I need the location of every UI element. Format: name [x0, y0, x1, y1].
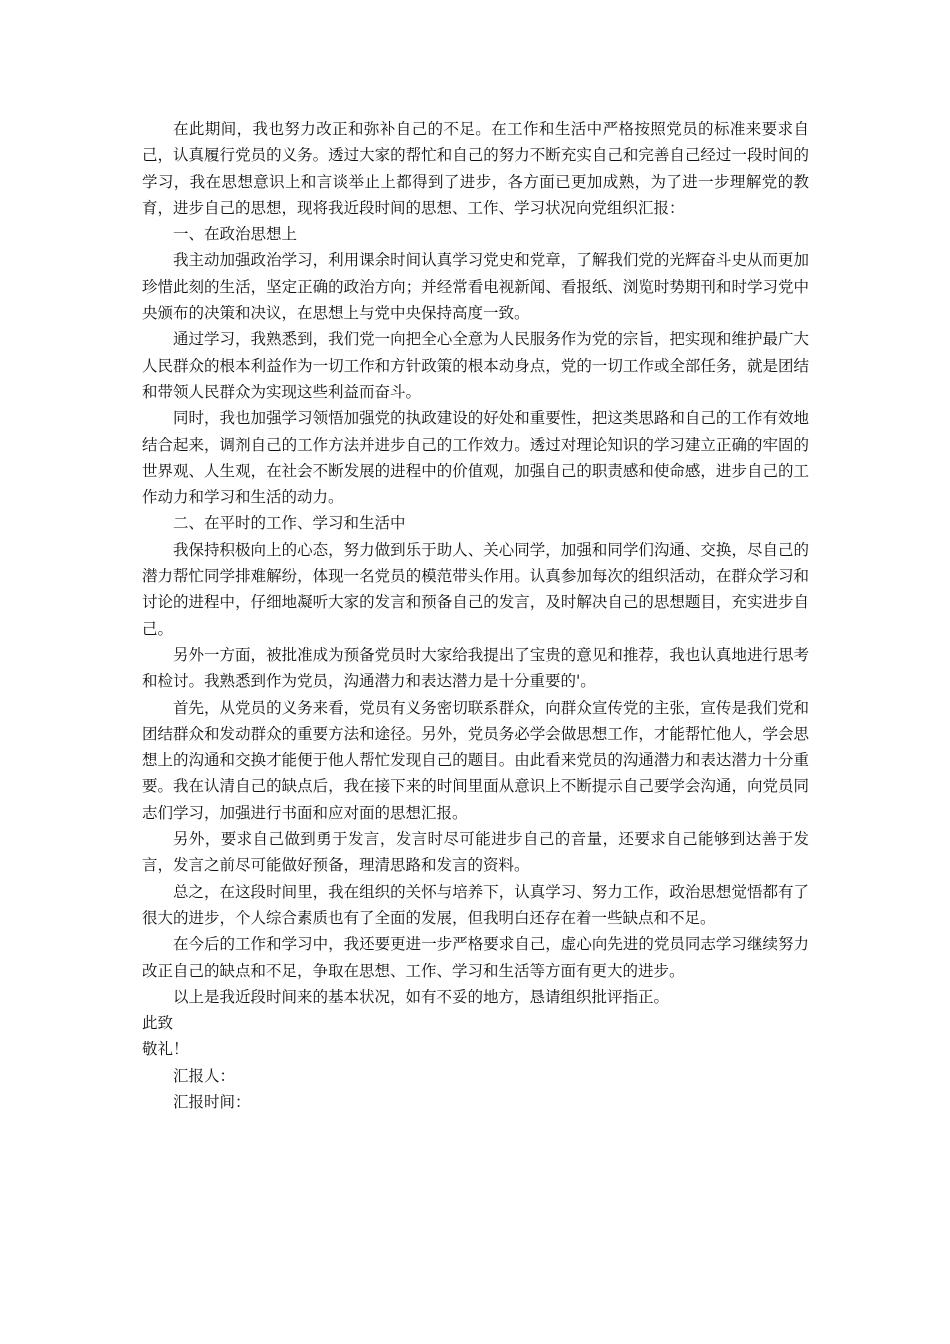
section-heading-daily: 二、在平时的工作、学习和生活中: [173, 514, 406, 533]
paragraph-summary: 总之，在这段时间里，我在组织的关怀与培养下，认真学习、努力工作，政治思想觉悟都有了很大的进步，个人综合素质也有了全面的发展，但我明白还存在着一些缺点和不足。: [142, 882, 809, 927]
paragraph-duty: 首先，从党员的义务来看，党员有义务密切联系群众，向群众宣传党的主张，宣传是我们党和团结群众和发动群众的重要方法和途径。另外，党员务必学会做思想工作，才能帮忙他人，学会思想上的沟通和交换才能便于他人帮忙发现自己的题目。由此看来党员的沟通潜力和表达潜力十分重要。我在认清自己的缺点后，我在接下来的时间里面从意识上不断提示自己要学会沟通，向党员同志们学习，加强进行书面和应对面的思想汇报。: [142, 698, 809, 822]
document-body: [142, 116, 809, 1115]
closing-jingli: 敬礼！: [142, 1040, 189, 1059]
paragraph-future: 在今后的工作和学习中，我还要更进一步严格要求自己，虚心向先进的党员同志学习继续努力改正自己的缺点和不足，争取在思想、工作、学习和生活等方面有更大的进步。: [142, 935, 809, 980]
signature-report-time: 汇报时间：: [173, 1092, 251, 1111]
closing-cizhi: 此致: [142, 1014, 174, 1033]
paragraph-attitude: 我保持积极向上的心态，努力做到乐于助人、关心同学，加强和同学们沟通、交换，尽自己的潜力帮忙同学排难解纷，体现一名党员的模范带头作用。认真参加每次的组织活动，在群众学习和讨论的进程中，仔细地凝听大家的发言和预备自己的发言，及时解决自己的思想题目，充实进步自己。: [142, 540, 809, 638]
paragraph-party-purpose: 通过学习，我熟悉到，我们党一向把全心全意为人民服务作为党的宗旨，把实现和维护最广大人民群众的根本利益作为一切工作和方针政策的根本动身点，党的一切工作或全部任务，就是团结和带领人民群众为实现这些利益而奋斗。: [142, 330, 809, 401]
paragraph-feedback: 另外一方面，被批准成为预备党员时大家给我提出了宝贵的意见和推荐，我也认真地进行思考和检讨。我熟悉到作为党员，沟通潜力和表达潜力是十分重要的'。: [142, 645, 809, 691]
paragraph-speaking: 另外，要求自己做到勇于发言，发言时尽可能进步自己的音量，还要求自己能够到达善于发言，发言之前尽可能做好预备，理清思路和发言的资料。: [142, 830, 809, 875]
paragraph-governance: 同时，我也加强学习领悟加强党的执政建设的好处和重要性，把这类思路和自己的工作有效地结合起来，调剂自己的工作方法并进步自己的工作效力。透过对理论知识的学习建立正确的牢固的世界观、人生观，在社会不断发展的进程中的价值观，加强自己的职责感和使命感，进步自己的工作动力和学习和生活的动力。: [142, 409, 809, 507]
paragraph-conclusion: 以上是我近段时间来的基本状况，如有不妥的地方，恳请组织批评指正。: [173, 987, 670, 1006]
paragraph-intro: 在此期间，我也努力改正和弥补自己的不足。在工作和生活中严格按照党员的标准来要求自己，认真履行党员的义务。透过大家的帮忙和自己的努力不断充实自己和完善自己经过一段时间的学习，我在思想意识上和言谈举止上都得到了进步，各方面已更加成熟，为了进一步理解党的教育，进步自己的思想，现将我近段时间的思想、工作、学习状况向党组织汇报：: [142, 120, 809, 217]
section-heading-political: 一、在政治思想上: [173, 225, 298, 244]
signature-reporter: 汇报人：: [173, 1066, 236, 1085]
paragraph-political-study: 我主动加强政治学习，利用课余时间认真学习党史和党章，了解我们党的光辉奋斗史从而更加珍惜此刻的生活，坚定正确的政治方向；并经常看电视新闻、看报纸、浏览时势期刊和时学习党中央颁布的决策和决议，在思想上与党中央保持高度一致。: [142, 251, 809, 323]
